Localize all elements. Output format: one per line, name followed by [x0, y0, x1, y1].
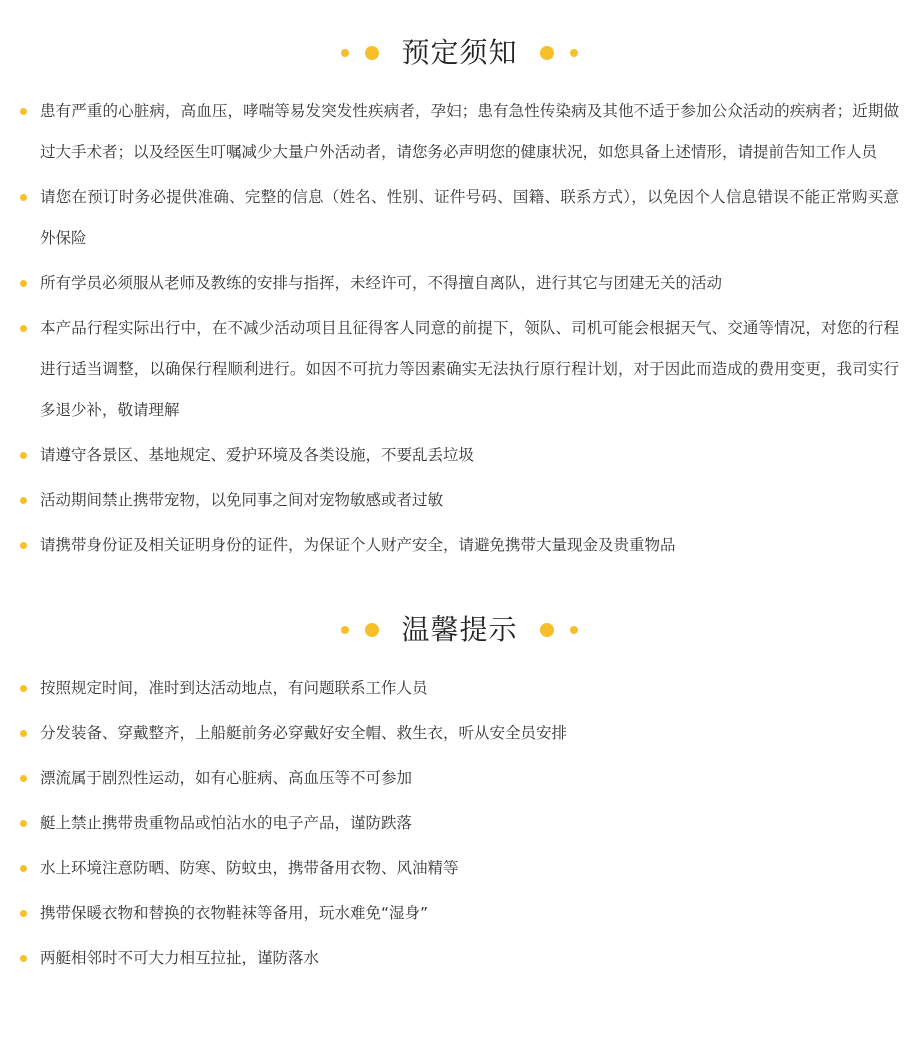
bullet-icon [20, 955, 27, 962]
bullet-icon [20, 820, 27, 827]
section-title: 预定须知 [401, 36, 518, 69]
bullet-icon [20, 108, 27, 115]
dot-icon [540, 623, 554, 637]
dot-icon [540, 46, 554, 60]
list-item [20, 308, 899, 431]
bullet-icon [20, 325, 27, 332]
decor-dots-left [341, 623, 379, 637]
list-item [20, 177, 899, 259]
dot-icon [341, 49, 349, 57]
list-item-text: 漂流属于剧烈性运动，如有心脏病、高血压等不可参加 [40, 769, 413, 787]
dot-icon [570, 626, 578, 634]
list-item [20, 938, 899, 979]
dot-icon [570, 49, 578, 57]
list-item-text: 两艇相邻时不可大力相互拉扯，谨防落水 [40, 949, 320, 967]
list-item [20, 435, 899, 476]
list-item-text: 按照规定时间，准时到达活动地点，有问题联系工作人员 [40, 679, 428, 697]
list-item-text: 本产品行程实际出行中，在不减少活动项目且征得客人同意的前提下，领队、司机可能会根据天气、交通等情况，对您的行程进行适当调整，以确保行程顺利进行。如因不可抗力等因素确实无法执行原行程计划，对于因此而造成的费用变更，我司实行多退少补，敬请理解 [40, 319, 899, 419]
list-item [20, 893, 899, 934]
dot-icon [365, 46, 379, 60]
list-item-text: 请您在预订时务必提供准确、完整的信息（姓名、性别、证件号码、国籍、联系方式），以免因个人信息错误不能正常购买意外保险 [40, 188, 899, 247]
list-item [20, 91, 899, 173]
booking-notice-list [20, 91, 899, 566]
list-item [20, 668, 899, 709]
list-item-text: 活动期间禁止携带宠物，以免同事之间对宠物敏感或者过敏 [40, 491, 444, 509]
bullet-icon [20, 730, 27, 737]
list-item-text: 分发装备、穿戴整齐，上船艇前务必穿戴好安全帽、救生衣，听从安全员安排 [40, 724, 568, 742]
dot-icon [365, 623, 379, 637]
list-item-text: 所有学员必须服从老师及教练的安排与指挥，未经许可，不得擅自离队，进行其它与团建无关的活动 [40, 274, 723, 292]
list-item-text: 携带保暖衣物和替换的衣物鞋袜等备用，玩水难免“湿身” [40, 904, 429, 922]
bullet-icon [20, 194, 27, 201]
section-header-booking-notice [20, 29, 899, 77]
list-item [20, 525, 899, 566]
list-item-text: 请携带身份证及相关证明身份的证件，为保证个人财产安全，请避免携带大量现金及贵重物品 [40, 536, 676, 554]
list-item [20, 758, 899, 799]
dot-icon [341, 626, 349, 634]
section-header-warm-tips [20, 606, 899, 654]
page [0, 29, 921, 1050]
bullet-icon [20, 280, 27, 287]
list-item [20, 480, 899, 521]
list-item-text: 患有严重的心脏病，高血压，哮喘等易发突发性疾病者，孕妇；患有急性传染病及其他不适于参加公众活动的疾病者；近期做过大手术者；以及经医生叮嘱减少大量户外活动者，请您务必声明您的健康状况，如您具备上述情形，请提前告知工作人员 [40, 102, 899, 161]
list-item [20, 803, 899, 844]
bullet-icon [20, 497, 27, 504]
bullet-icon [20, 542, 27, 549]
bullet-icon [20, 910, 27, 917]
list-item [20, 848, 899, 889]
decor-dots-right [540, 46, 578, 60]
bullet-icon [20, 775, 27, 782]
bullet-icon [20, 685, 27, 692]
list-item [20, 713, 899, 754]
warm-tips-list [20, 668, 899, 979]
decor-dots-right [540, 623, 578, 637]
bullet-icon [20, 865, 27, 872]
bullet-icon [20, 452, 27, 459]
list-item-text: 水上环境注意防晒、防寒、防蚊虫，携带备用衣物、风油精等 [40, 859, 459, 877]
list-item-text: 艇上禁止携带贵重物品或怕沾水的电子产品，谨防跌落 [40, 814, 413, 832]
list-item-text: 请遵守各景区、基地规定、爱护环境及各类设施，不要乱丢垃圾 [40, 446, 475, 464]
section-title: 温馨提示 [401, 613, 518, 646]
list-item [20, 263, 899, 304]
decor-dots-left [341, 46, 379, 60]
